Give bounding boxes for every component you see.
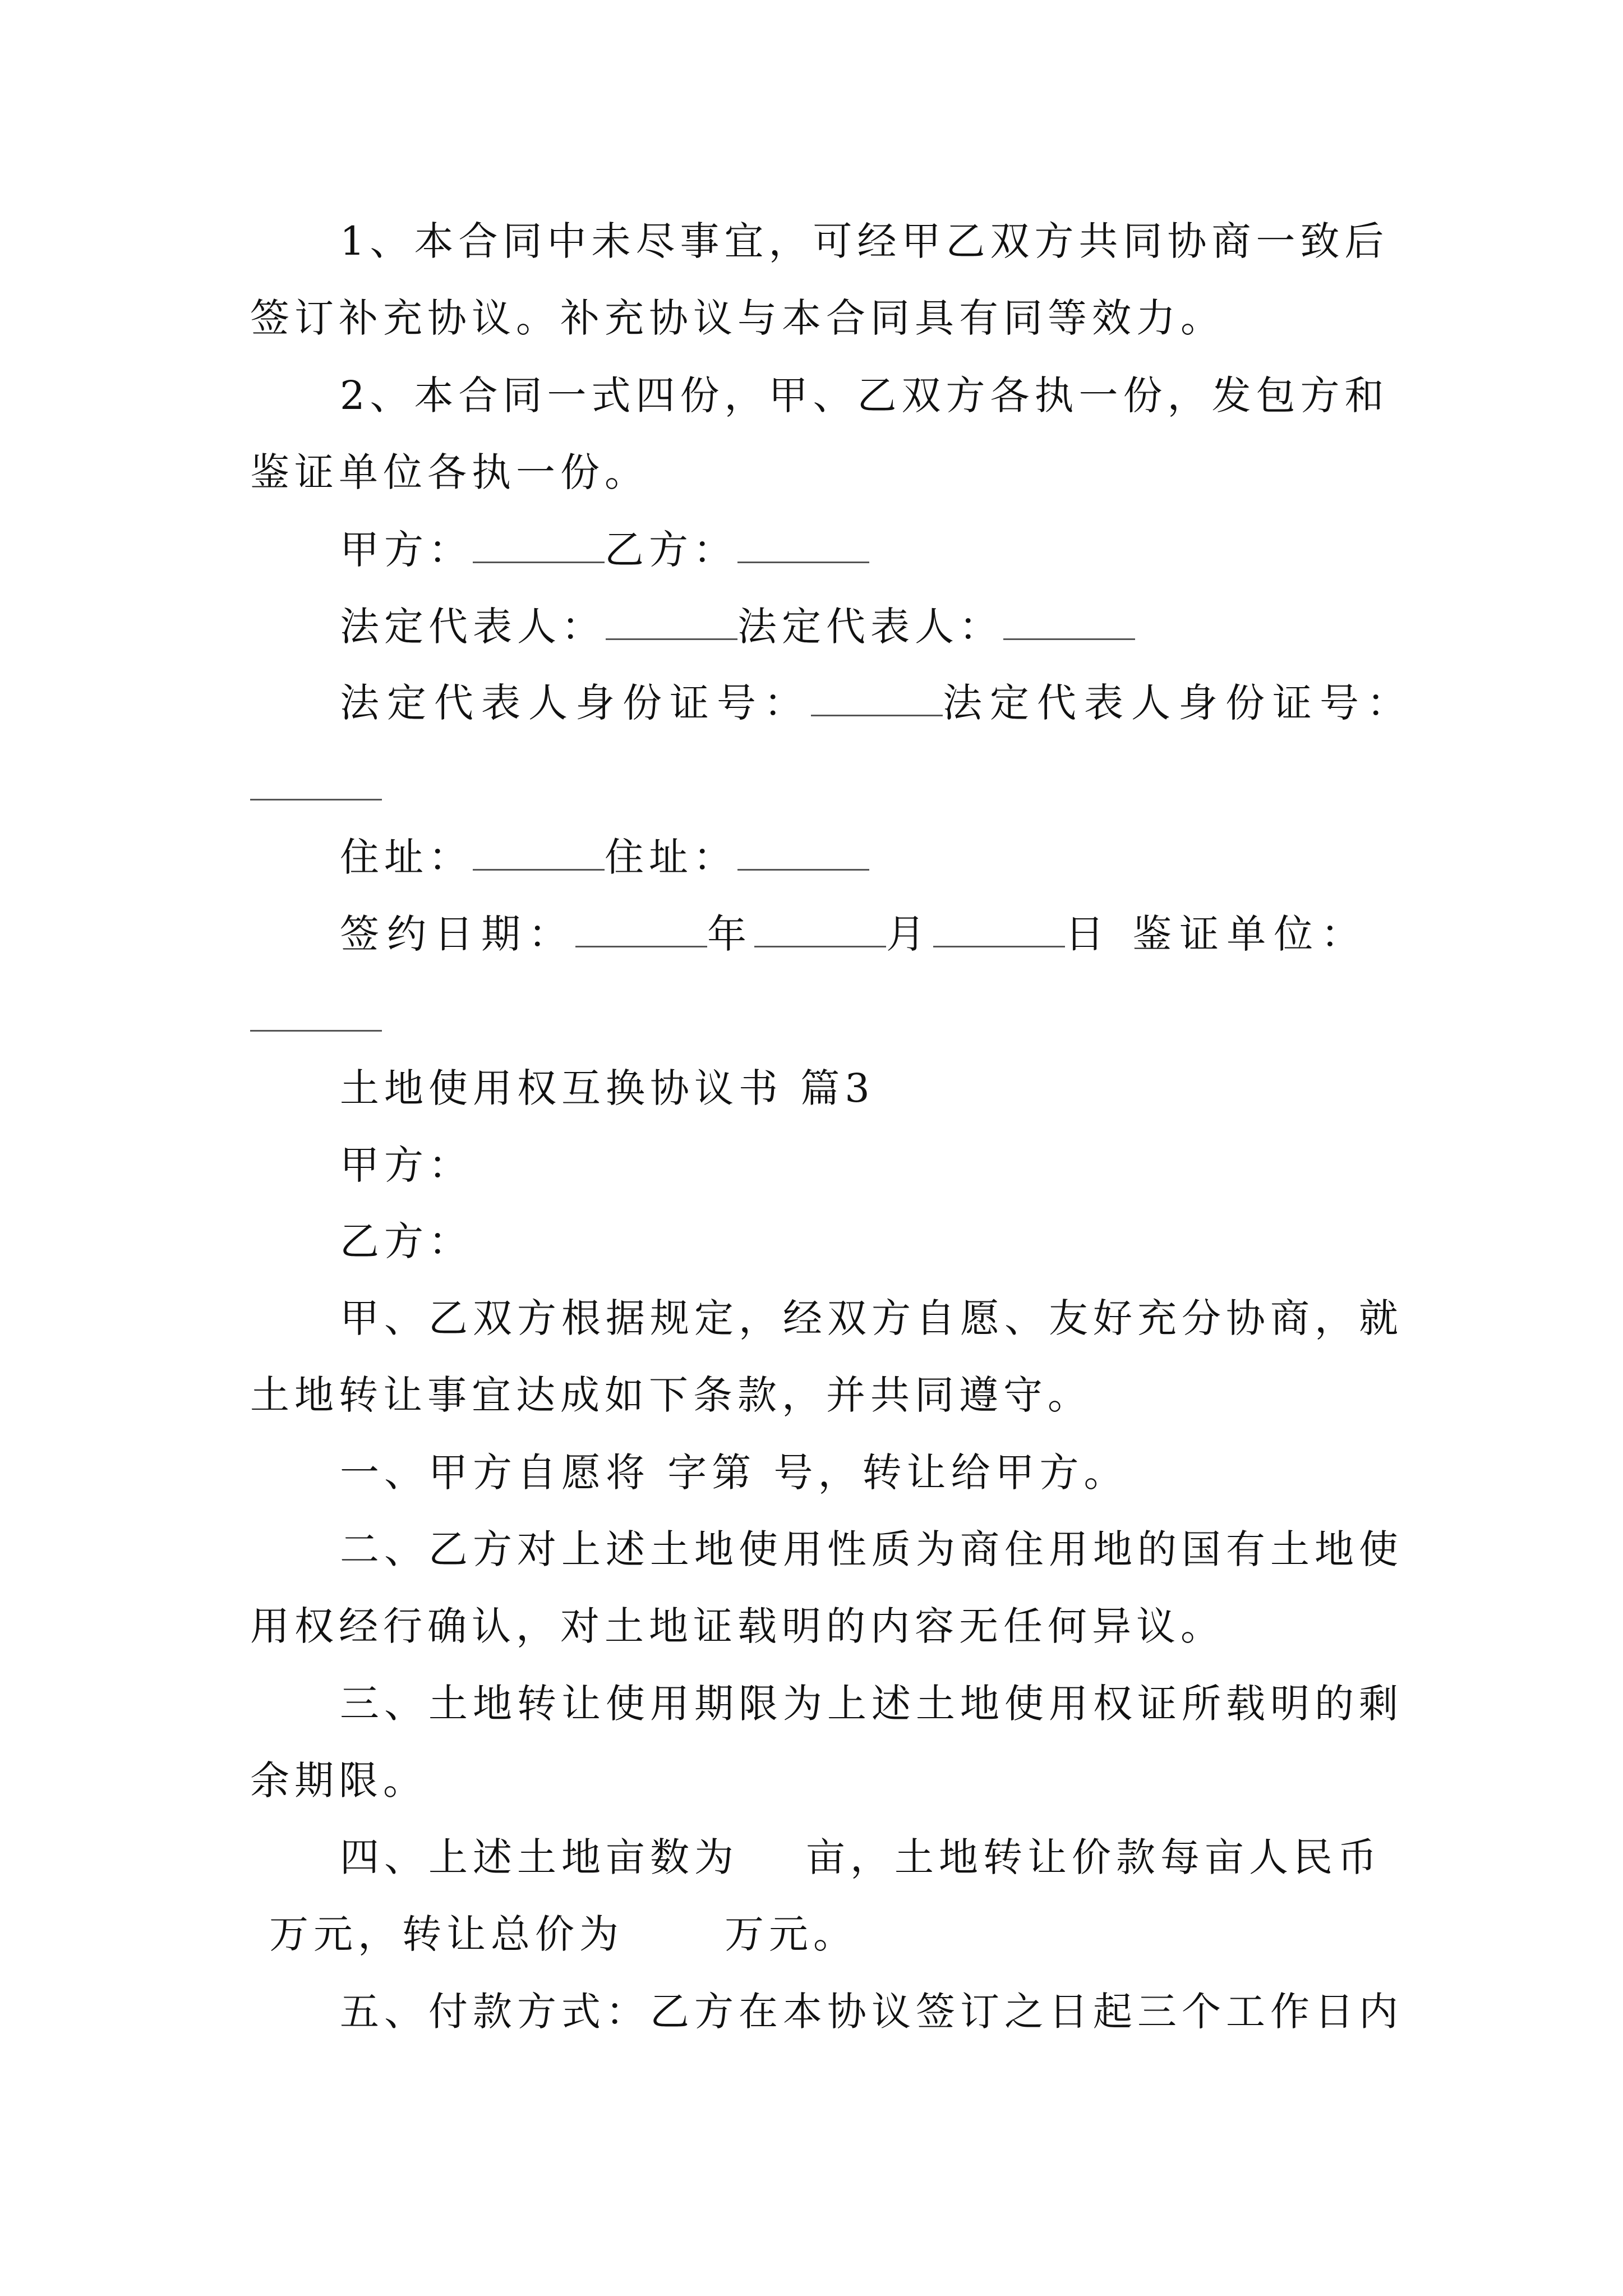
day-and-authority-label: 日 鉴证单位： xyxy=(1065,911,1368,957)
clause-2-line-1: 2、本合同一式四份，甲、乙双方各执一份，发包方和 xyxy=(340,372,1389,418)
party-b-heading: 乙方： xyxy=(340,1218,473,1264)
article-4-line-2 xyxy=(269,1909,857,1959)
sign-date-label: 签约日期： xyxy=(340,911,575,957)
clause-2-line-2: 鉴证单位各执一份。 xyxy=(250,449,649,495)
article-4-part-1: 四、上述土地亩数为 xyxy=(340,1834,739,1880)
authority-blank xyxy=(250,999,382,1032)
article-3-line-2: 余期限。 xyxy=(250,1757,427,1803)
article-3-line-1: 三、土地转让使用期限为上述土地使用权证所载明的剩 xyxy=(340,1681,1403,1727)
preamble-line-1: 甲、乙双方根据规定，经双方自愿、友好充分协商，就 xyxy=(340,1295,1403,1341)
legal-rep-id-b-blank xyxy=(250,767,382,800)
address-line xyxy=(340,832,869,882)
sign-month-blank xyxy=(754,914,886,947)
year-label: 年 xyxy=(707,911,754,957)
article-4-part-2: 亩，土地转让价款每亩人民币 xyxy=(806,1834,1382,1880)
address-b-blank xyxy=(737,838,869,871)
section-title: 土地使用权互换协议书 篇3 xyxy=(340,1065,875,1111)
legal-rep-a-label: 法定代表人： xyxy=(340,604,606,650)
party-a-label: 甲方： xyxy=(340,527,473,573)
address-b-label: 住址： xyxy=(605,834,737,880)
preamble-line-2: 土地转让事宜达成如下条款，并共同遵守。 xyxy=(250,1372,1092,1418)
party-line xyxy=(340,524,869,575)
party-b-label: 乙方： xyxy=(605,527,737,573)
month-label: 月 xyxy=(886,911,933,957)
legal-rep-line xyxy=(340,601,1135,652)
legal-rep-a-blank xyxy=(606,607,737,640)
legal-rep-id-line xyxy=(340,678,1414,728)
party-b-blank xyxy=(737,530,869,563)
article-4-part-3: 万元，转让总价为 xyxy=(269,1911,624,1957)
clause-1-line-2: 签订补充协议。补充协议与本合同具有同等效力。 xyxy=(250,295,1225,341)
article-2-line-1: 二、乙方对上述土地使用性质为商住用地的国有土地使 xyxy=(340,1526,1403,1572)
sign-year-blank xyxy=(575,914,707,947)
legal-rep-id-a-blank xyxy=(811,683,943,716)
article-4-part-4: 万元。 xyxy=(725,1911,857,1957)
address-a-label: 住址： xyxy=(340,834,473,880)
sign-date-line xyxy=(340,909,1368,959)
sign-day-blank xyxy=(933,914,1065,947)
article-4-line-1 xyxy=(340,1832,1382,1883)
article-2-line-2: 用权经行确认，对土地证载明的内容无任何异议。 xyxy=(250,1603,1225,1649)
legal-rep-b-label: 法定代表人： xyxy=(737,604,1003,650)
address-a-blank xyxy=(473,838,605,871)
clause-1-line-1: 1、本合同中未尽事宜，可经甲乙双方共同协商一致后 xyxy=(340,218,1389,264)
article-1: 一、甲方自愿将 字第 号，转让给甲方。 xyxy=(340,1450,1128,1496)
legal-rep-b-blank xyxy=(1003,607,1135,640)
legal-rep-id-a-label: 法定代表人身份证号： xyxy=(340,680,811,726)
party-a-blank xyxy=(473,530,605,563)
article-5-line-1: 五、付款方式：乙方在本协议签订之日起三个工作日内 xyxy=(340,1989,1403,2035)
party-a-heading: 甲方： xyxy=(340,1142,473,1188)
legal-rep-id-b-label: 法定代表人身份证号： xyxy=(943,680,1414,726)
